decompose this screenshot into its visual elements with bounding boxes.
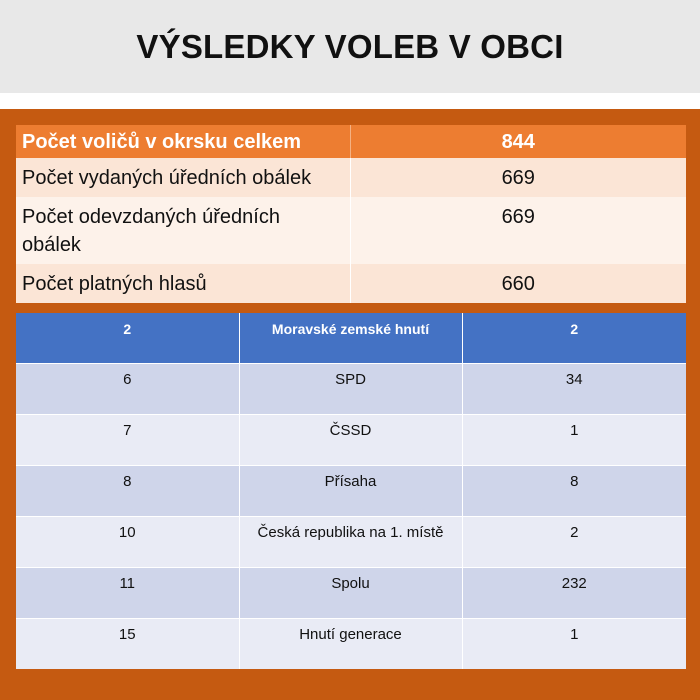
party-name: Moravské zemské hnutí [239, 313, 462, 364]
results-header-row [16, 313, 686, 364]
summary-label: Počet voličů v okrsku celkem [16, 125, 350, 158]
summary-row [16, 125, 686, 158]
party-votes: 34 [462, 364, 686, 415]
summary-value: 669 [350, 197, 686, 264]
party-votes: 1 [462, 415, 686, 466]
party-name: Přísaha [239, 466, 462, 517]
summary-label: Počet vydaných úředních obálek [16, 158, 350, 197]
summary-table [16, 125, 686, 303]
table-row [16, 568, 686, 619]
party-name: Hnutí generace [239, 619, 462, 670]
party-number: 7 [16, 415, 239, 466]
table-row [16, 415, 686, 466]
results-table [16, 313, 686, 669]
summary-value: 660 [350, 264, 686, 303]
table-row [16, 466, 686, 517]
party-name: Česká republika na 1. místě [239, 517, 462, 568]
party-name: ČSSD [239, 415, 462, 466]
summary-value: 844 [350, 125, 686, 158]
party-votes: 2 [462, 517, 686, 568]
summary-value: 669 [350, 158, 686, 197]
page-title: VÝSLEDKY VOLEB V OBCI [136, 28, 564, 65]
party-number: 2 [16, 313, 239, 364]
party-votes: 232 [462, 568, 686, 619]
divider [0, 93, 700, 109]
party-votes: 2 [462, 313, 686, 364]
party-number: 6 [16, 364, 239, 415]
party-number: 10 [16, 517, 239, 568]
party-name: SPD [239, 364, 462, 415]
party-number: 11 [16, 568, 239, 619]
title-bar [0, 0, 700, 93]
party-number: 15 [16, 619, 239, 670]
summary-row [16, 197, 686, 264]
party-votes: 8 [462, 466, 686, 517]
summary-label: Počet odevzdaných úředních obálek [16, 197, 350, 264]
summary-row [16, 264, 686, 303]
party-votes: 1 [462, 619, 686, 670]
summary-row [16, 158, 686, 197]
table-row [16, 364, 686, 415]
party-name: Spolu [239, 568, 462, 619]
table-row [16, 517, 686, 568]
party-number: 8 [16, 466, 239, 517]
summary-label: Počet platných hlasů [16, 264, 350, 303]
table-row [16, 619, 686, 670]
